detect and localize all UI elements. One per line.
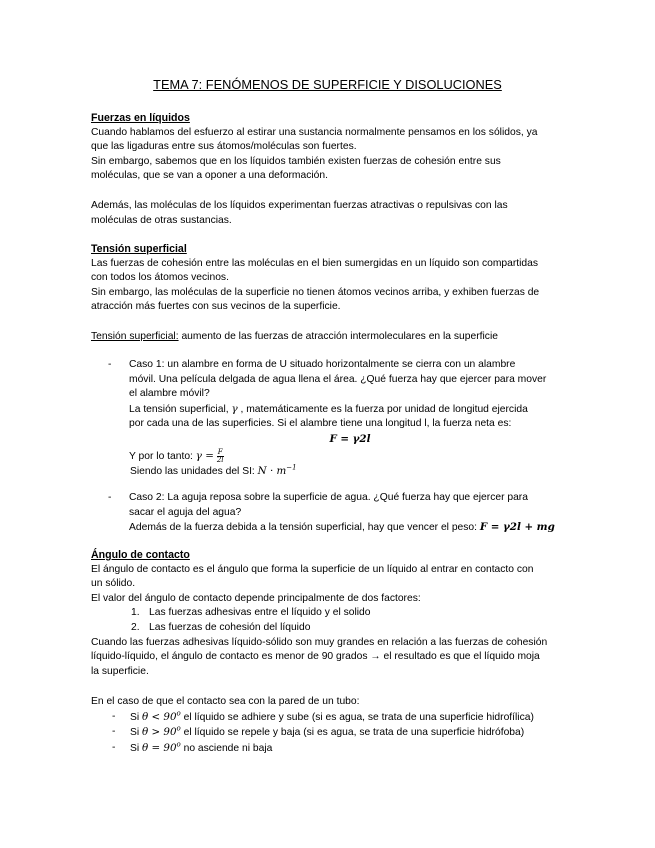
definition-text: aumento de las fuerzas de atracción intermoleculares en la superficie [178,331,498,342]
paragraph-line: El ángulo de contacto es el ángulo que forma la superficie de un líquido al entrar en contacto con [91,563,534,575]
section-heading: Fuerzas en líquidos [91,112,190,124]
paragraph-line: La tensión superficial, γ , matemáticamente es la fuerza por unidad de longitud ejercida [129,402,528,415]
paragraph-line: atracción más fuertes con sus vecinos de la superficie. [91,301,341,313]
paragraph-line: Caso 2: La aguja reposa sobre la superficie de agua. ¿Qué fuerza hay que ejercer para [129,492,528,503]
angle-condition: θ > 90 [142,726,177,739]
case-1-item [91,358,571,480]
tube-contact-section [91,695,571,756]
paragraph-line: con todos los átomos vecinos. [91,272,229,284]
paragraph-line: Cuando hablamos del esfuerzo al estirar una sustancia normalmente pensamos en los sólidos, ya [91,126,538,138]
section-angulo-contacto [91,548,571,679]
section-fuerzas-liquidos [91,111,571,184]
case-2-item [91,491,571,536]
paragraph-line: el alambre móvil? [129,388,210,400]
paragraph-line: líquido-líquido, el ángulo de contacto es menor de 90 grados → el resultado es que el líquido moja [91,651,540,663]
paragraph-line: En el caso de que el contacto sea con la pared de un tubo: [91,696,360,707]
section-tension-superficial [91,242,571,315]
paragraph-ademas [91,199,571,228]
page-title: TEMA 7: FENÓMENOS DE SUPERFICIE Y DISOLUCIONES [153,77,502,92]
paragraph-line: Cuando las fuerzas adhesivas líquido-sólido son muy grandes en relación a las fuerzas de cohesión [91,636,548,648]
list-item: 1. Las fuerzas adhesivas entre el líquido y el solido [131,607,371,619]
weight-equation: F = γ2l + mg [479,521,555,534]
section-heading: Ángulo de contacto [91,549,190,561]
paragraph-line: la superficie. [91,665,149,677]
paragraph-line: moléculas, que se van a oponer a una deformación. [91,170,328,182]
list-item: - Si $\theta < 90^o$ el líquido se adhiere y sube (si es agua, se trata de una superficie hidrofílica) [112,709,534,723]
paragraph-line: Siendo las unidades del SI: $N \cdot m^{-1}$ [130,463,297,478]
paragraph-line: Además de la fuerza debida a la tensión superficial, hay que vencer el peso: F = γ2l + mg [129,521,555,534]
list-item: - Si $\theta > 90^o$ el líquido se repele y baja (si es agua, se trata de una superficie hidrófoba) [112,724,525,739]
equation-force: F = γ2l [329,432,371,445]
list-dash: - [108,359,112,370]
units-exponent: −1 [286,463,297,472]
section-heading: Tensión superficial [91,243,187,255]
paragraph-line: moléculas de otras sustancias. [91,214,232,226]
paragraph-line: sacar el aguja del agua? [129,506,242,518]
angle-condition: θ < 90 [142,710,177,723]
angle-condition: θ = 90 [142,741,177,754]
units-math: N · m [257,465,287,478]
list-dash: - [108,492,112,503]
paragraph-line: Además, las moléculas de los líquidos experimentan fuerzas atractivas o repulsivas con las [91,200,508,211]
paragraph-line: un sólido. [91,578,136,590]
definition-line [91,330,571,345]
paragraph-line: Y por lo tanto: γ = $\frac{F}{2l}$ [129,447,224,464]
paragraph-line: móvil. Una película delgada de agua llena el área. ¿Qué fuerza hay que ejercer para mover [129,373,547,385]
list-item: 2. Las fuerzas de cohesión del líquido [131,621,311,633]
paragraph-line: Sin embargo, las moléculas de la superficie no tienen átomos vecinos arriba, y exhiben fuerzas de [91,286,540,298]
paragraph-line: Sin embargo, sabemos que en los líquidos también existen fuerzas de cohesión entre sus [91,155,501,167]
paragraph-line: por cada una de las superficies. Si el alambre tiene una longitud l, la fuerza neta es: [129,418,512,430]
paragraph-line: Las fuerzas de cohesión entre las moléculas en el bien sumergidas en un líquido son compartidas [91,257,539,269]
gamma-equation: γ = [195,449,214,462]
fraction: $\frac{F}{2l}$ [216,447,224,464]
list-item: - Si $\theta = 90^o$ no asciende ni baja [112,740,273,754]
gamma-symbol: γ [231,402,238,415]
paragraph-line: Caso 1: un alambre en forma de U situado horizontalmente se cierra con un alambre [129,359,516,370]
paragraph-line: El valor del ángulo de contacto depende principalmente de dos factores: [91,592,421,604]
definition-label: Tensión superficial: [91,331,179,342]
paragraph-line: que las ligaduras entre sus átomos/moléculas son fuertes. [91,141,357,153]
